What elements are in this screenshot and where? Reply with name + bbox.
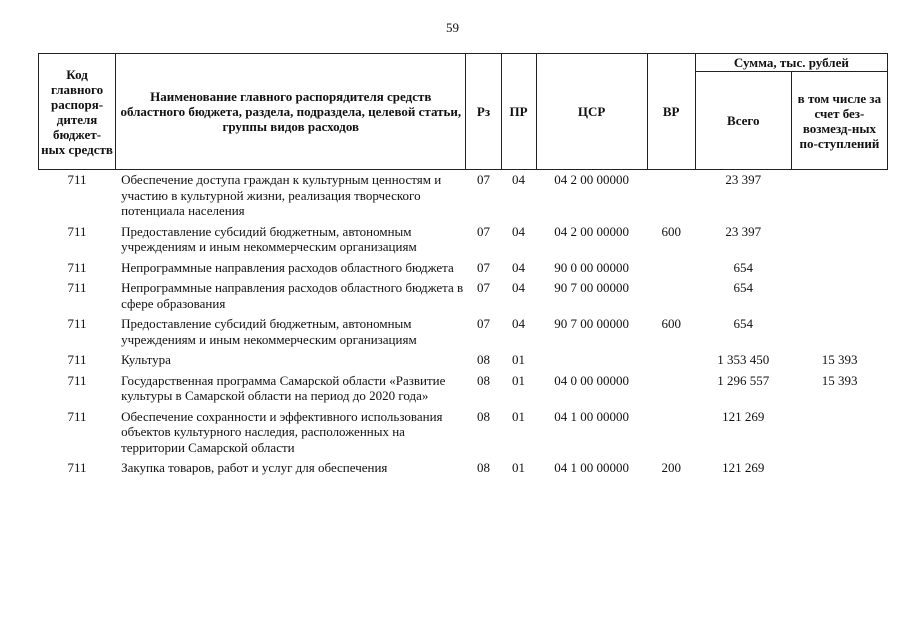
table-row — [39, 371, 888, 407]
cell-code: 711 — [67, 280, 87, 295]
header-total: Всего — [695, 72, 791, 170]
cell-vr — [647, 371, 695, 407]
cell-rz: 07 — [477, 316, 490, 331]
cell-name: Предоставление субсидий бюджетным, автономным учреждениям и иным некоммерческим организациям — [121, 223, 417, 254]
cell-vr: 200 — [661, 460, 681, 475]
cell-pr: 04 — [512, 223, 526, 239]
cell-incl — [791, 314, 887, 350]
cell-rz: 08 — [477, 372, 490, 388]
cell-code: 711 — [67, 460, 87, 475]
cell-total: 1 353 450 — [717, 352, 770, 367]
header-vr: ВР — [647, 54, 695, 170]
cell-total: 654 — [733, 316, 754, 331]
table-row — [39, 350, 888, 371]
cell-csr: 90 7 00 00000 — [554, 280, 629, 295]
cell-rz: 07 — [477, 259, 490, 275]
cell-total: 654 — [733, 280, 754, 295]
cell-rz: 07 — [477, 223, 490, 239]
cell-name: Непрограммные направления расходов областного бюджета — [121, 259, 454, 275]
cell-incl — [791, 407, 887, 459]
cell-csr: 04 2 00 00000 — [554, 172, 629, 187]
table-row — [39, 314, 888, 350]
header-pr: ПР — [501, 54, 536, 170]
cell-name: Обеспечение доступа граждан к культурным ценностям и участию в культурной жизни, реализация творческого потенциала населения — [121, 172, 442, 218]
cell-code: 711 — [67, 259, 87, 275]
cell-name: Предоставление субсидий бюджетным, автономным учреждениям и иным некоммерческим организациям — [121, 316, 417, 347]
cell-incl: 15 393 — [821, 352, 858, 367]
cell-csr: 04 1 00 00000 — [554, 460, 629, 475]
cell-pr: 01 — [512, 352, 526, 367]
cell-rz: 08 — [477, 408, 490, 424]
cell-code: 711 — [67, 316, 87, 331]
table-row — [39, 258, 888, 279]
cell-pr: 04 — [512, 280, 526, 295]
table-row — [39, 458, 888, 479]
header-rz: Рз — [466, 54, 501, 170]
cell-total: 654 — [733, 259, 754, 275]
table-row — [39, 278, 888, 314]
header-name: Наименование главного распорядителя средств областного бюджета, раздела, подраздела, целевой статьи, группы видов расходов — [116, 54, 466, 170]
cell-total: 121 269 — [722, 460, 765, 475]
cell-name: Непрограммные направления расходов областного бюджета в сфере образования — [121, 280, 464, 311]
cell-incl — [791, 278, 887, 314]
cell-pr: 01 — [512, 460, 526, 475]
cell-code: 711 — [67, 408, 87, 424]
page-number: 59 — [446, 20, 459, 35]
table-row — [39, 170, 888, 222]
cell-code: 711 — [67, 372, 87, 388]
cell-name: Обеспечение сохранности и эффективного использования объектов культурного наследия, расположенных на территории Самарской области — [121, 408, 443, 455]
cell-pr: 04 — [512, 259, 526, 275]
cell-incl — [791, 258, 887, 279]
cell-name: Закупка товаров, работ и услуг для обеспечения — [121, 460, 388, 475]
cell-csr: 04 1 00 00000 — [554, 408, 629, 424]
cell-total: 23 397 — [725, 223, 762, 239]
header-csr: ЦСР — [536, 54, 647, 170]
cell-pr: 01 — [512, 408, 526, 424]
cell-incl: 15 393 — [821, 372, 858, 388]
cell-csr: 04 0 00 00000 — [554, 372, 629, 388]
cell-csr: 90 0 00 00000 — [554, 259, 629, 275]
cell-csr: 90 7 00 00000 — [554, 316, 629, 331]
cell-csr: 04 2 00 00000 — [554, 223, 629, 239]
cell-pr: 04 — [512, 172, 526, 187]
cell-csr — [536, 350, 647, 371]
cell-name: Культура — [121, 352, 171, 367]
cell-code: 711 — [67, 352, 87, 367]
header-code: Код главного распоря-дителя бюджет-ных средств — [39, 54, 116, 170]
cell-rz: 07 — [477, 172, 490, 187]
table-header — [39, 54, 888, 170]
cell-vr — [647, 170, 695, 222]
cell-incl — [791, 170, 887, 222]
cell-vr — [647, 407, 695, 459]
header-incl: в том числе за счет без-возмезд-ных по-ступлений — [791, 72, 887, 170]
cell-total: 121 269 — [722, 408, 765, 424]
cell-pr: 04 — [512, 316, 526, 331]
table-body — [39, 170, 888, 479]
budget-table — [38, 53, 888, 479]
table-row — [39, 222, 888, 258]
header-sum-group: Сумма, тыс. рублей — [695, 54, 887, 72]
cell-vr — [647, 350, 695, 371]
table-row — [39, 407, 888, 459]
cell-rz: 07 — [477, 280, 490, 295]
cell-vr — [647, 258, 695, 279]
cell-vr: 600 — [661, 316, 681, 331]
cell-rz: 08 — [477, 460, 490, 475]
cell-code: 711 — [67, 172, 87, 187]
cell-total: 23 397 — [725, 172, 762, 187]
cell-total: 1 296 557 — [717, 372, 770, 388]
cell-pr: 01 — [512, 372, 526, 388]
cell-code: 711 — [67, 223, 87, 239]
cell-name: Государственная программа Самарской области «Развитие культуры в Самарской области на период до 2020 года» — [121, 372, 446, 403]
cell-rz: 08 — [477, 352, 490, 367]
cell-vr: 600 — [661, 223, 681, 239]
cell-incl — [791, 222, 887, 258]
cell-incl — [791, 458, 887, 479]
cell-vr — [647, 278, 695, 314]
